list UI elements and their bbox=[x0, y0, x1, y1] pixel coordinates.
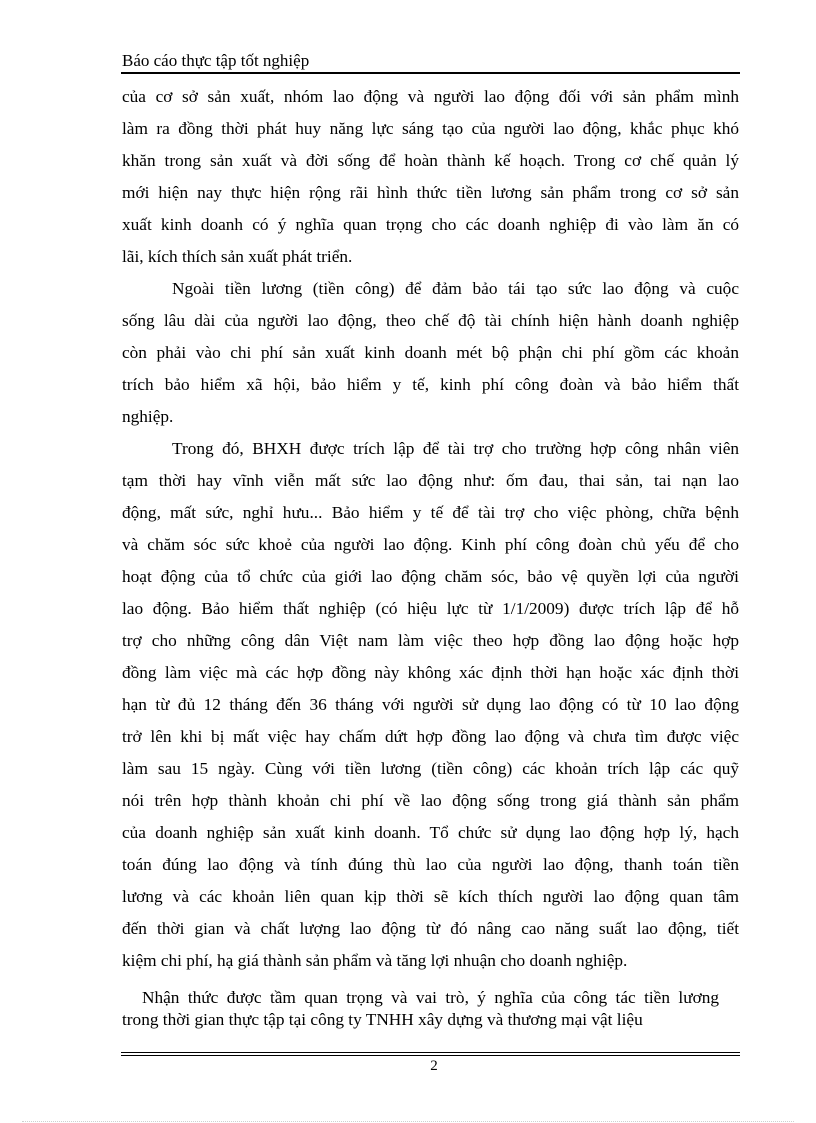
page-header-title: Báo cáo thực tập tốt nghiệp bbox=[122, 51, 310, 70]
closing-line: Nhận thức được tầm quan trọng và vai trò, ý nghĩa của công tác tiền lương bbox=[142, 988, 719, 1007]
body-text bbox=[122, 81, 739, 977]
text-line: động, mất sức, nghỉ hưu... Bảo hiểm y tế để tài trợ cho việc phòng, chữa bệnh bbox=[122, 503, 739, 522]
paragraph-first-line: Ngoài tiền lương (tiền công) để đảm bảo tái tạo sức lao động và cuộc bbox=[172, 279, 739, 298]
text-line: lao động. Bảo hiểm thất nghiệp (có hiệu lực từ 1/1/2009) được trích lập để hỗ bbox=[122, 599, 739, 618]
text-line: của cơ sở sản xuất, nhóm lao động và người lao động đối với sản phẩm mình bbox=[122, 87, 739, 106]
text-line: và chăm sóc sức khoẻ của người lao động. Kinh phí công đoàn chủ yếu để cho bbox=[122, 535, 739, 554]
text-line: của doanh nghiệp sản xuất kinh doanh. Tổ chức sử dụng lao động hợp lý, hạch bbox=[122, 823, 739, 842]
text-line: sống lâu dài của người lao động, theo chế độ tài chính hiện hành doanh nghiệp bbox=[122, 311, 739, 330]
text-line: lãi, kích thích sản xuất phát triển. bbox=[122, 247, 353, 266]
footer-rule bbox=[121, 1052, 740, 1053]
page-number: 2 bbox=[430, 1058, 438, 1074]
text-line: đến thời gian và chất lượng lao động từ đó nâng cao năng suất lao động, tiết bbox=[122, 919, 739, 938]
text-line: nghiệp. bbox=[122, 407, 174, 426]
text-line: trợ cho những công dân Việt nam làm việc theo hợp đồng lao động hoặc hợp bbox=[122, 631, 739, 650]
text-line: kiệm chi phí, hạ giá thành sản phẩm và tăng lợi nhuận cho doanh nghiệp. bbox=[122, 951, 628, 970]
footer-rule bbox=[121, 1055, 740, 1056]
text-line: tạm thời hay vĩnh viễn mất sức lao động như: ốm đau, thai sản, tai nạn lao bbox=[122, 471, 739, 490]
closing-paragraph bbox=[122, 987, 739, 1031]
text-line: trở lên khi bị mất việc hay chấm dứt hợp đồng lao động và chưa tìm được việc bbox=[122, 727, 739, 746]
text-line: trích bảo hiểm xã hội, bảo hiểm y tế, kinh phí công đoàn và bảo hiểm thất bbox=[122, 375, 739, 394]
text-line: mới hiện nay thực hiện rộng rãi hình thức tiền lương sản phẩm trong cơ sở sản bbox=[122, 183, 739, 202]
text-line: nói trên hợp thành khoản chi phí về lao động sống trong giá thành sản phẩm bbox=[122, 791, 739, 810]
header-rule bbox=[121, 72, 740, 74]
text-line: làm sau 15 ngày. Cùng với tiền lương (tiền công) các khoản trích lập các quỹ bbox=[122, 759, 739, 778]
text-line: đồng làm việc mà các hợp đồng này không xác định thời hạn hoặc xác định thời bbox=[122, 663, 739, 682]
text-line: khăn trong sản xuất và đời sống để hoàn thành kế hoạch. Trong cơ chế quản lý bbox=[122, 151, 739, 170]
text-line: làm ra đồng thời phát huy năng lực sáng tạo của người lao động, khắc phục khó bbox=[122, 119, 739, 138]
closing-line: trong thời gian thực tập tại công ty TNHH xây dựng và thương mại vật liệu bbox=[122, 1010, 643, 1029]
text-line: toán đúng lao động và tính đúng thù lao của người lao động, thanh toán tiền bbox=[122, 855, 739, 874]
text-line: còn phải vào chi phí sản xuất kinh doanh mét bộ phận chi phí gồm các khoản bbox=[122, 343, 739, 362]
text-line: lương và các khoản liên quan kịp thời sẽ kích thích người lao động quan tâm bbox=[122, 887, 739, 906]
text-line: xuất kinh doanh có ý nghĩa quan trọng cho các doanh nghiệp đi vào làm ăn có bbox=[122, 215, 739, 234]
text-line: hoạt động của tổ chức của giới lao động chăm sóc, bảo vệ quyền lợi của người bbox=[122, 567, 739, 586]
paragraph-first-line: Trong đó, BHXH được trích lập để tài trợ cho trường hợp công nhân viên bbox=[172, 439, 739, 458]
page-edge-divider bbox=[22, 1121, 794, 1122]
text-line: hạn từ đủ 12 tháng đến 36 tháng với người sử dụng lao động có từ 10 lao động bbox=[122, 695, 739, 714]
